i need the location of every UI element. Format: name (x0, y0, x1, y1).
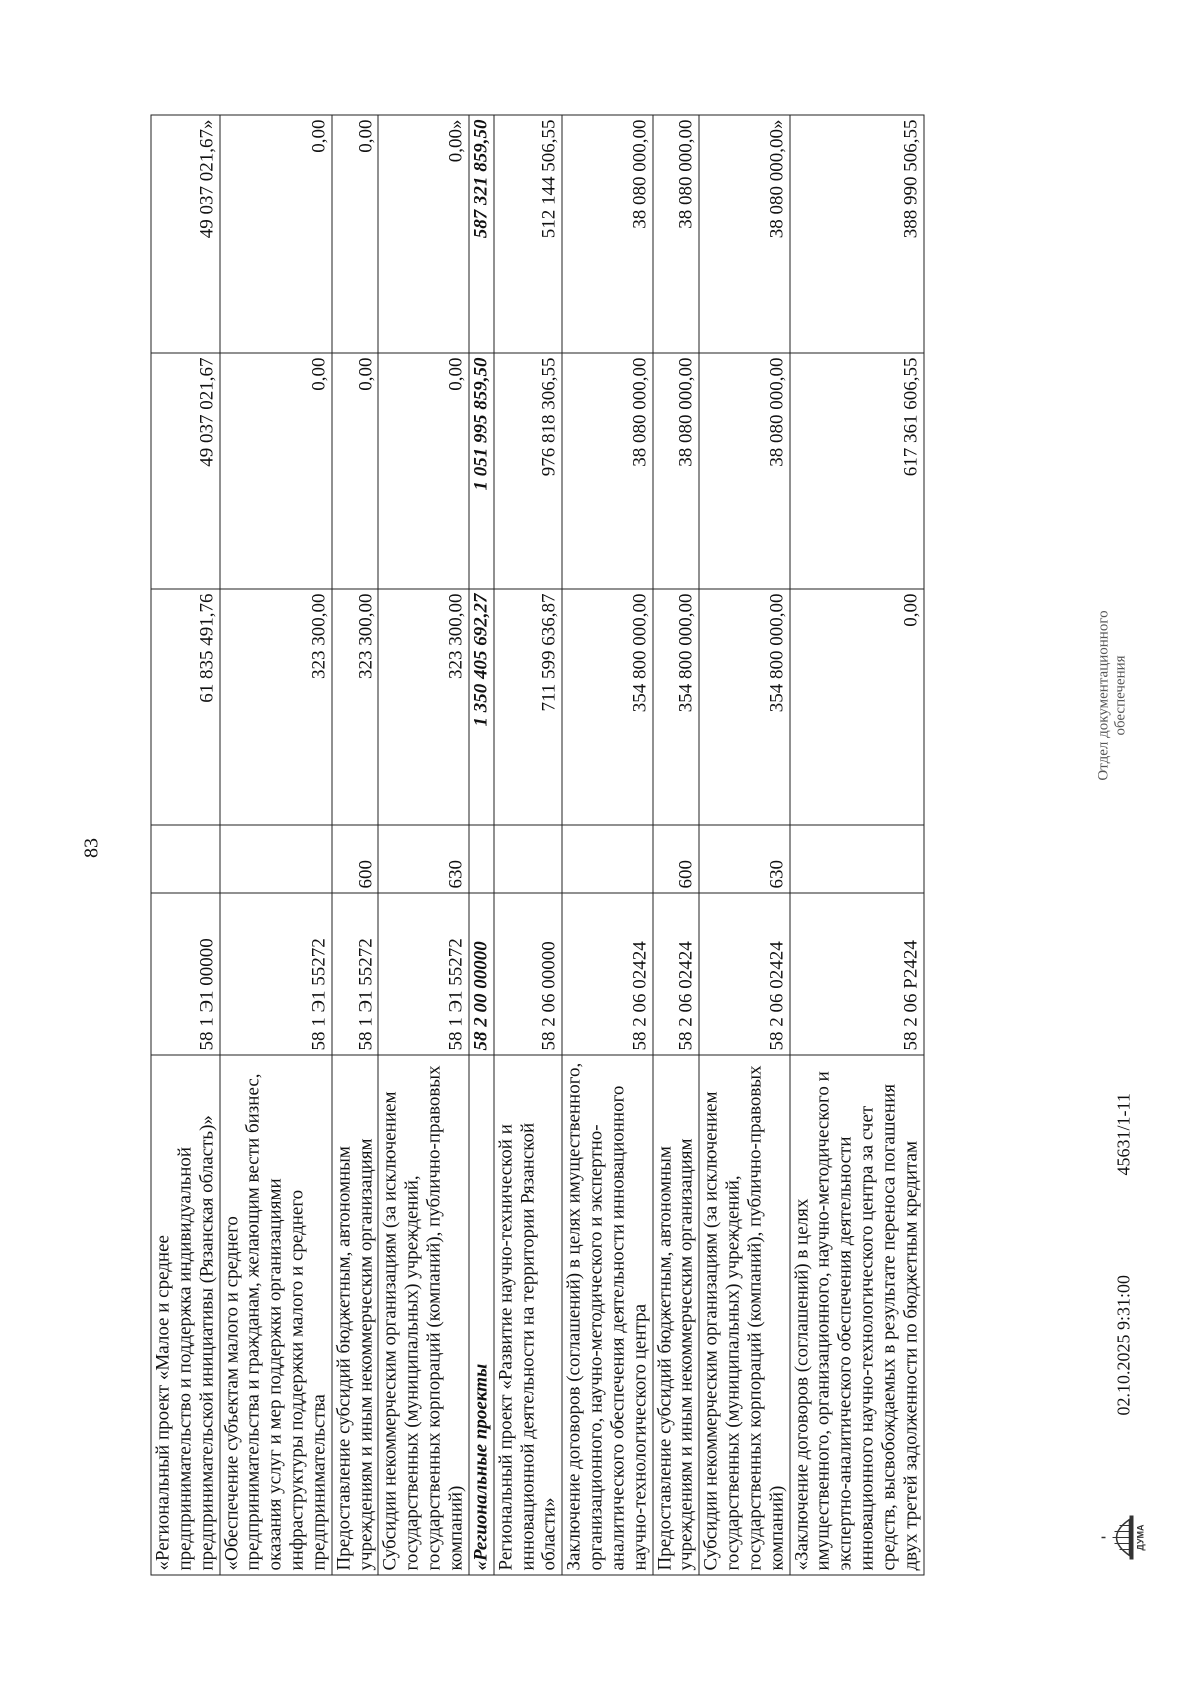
row-expense-type-cell: 630 (378, 825, 468, 893)
row-amount-year2-cell: 0,00 (219, 353, 331, 589)
row-expense-type-cell: 600 (331, 825, 378, 893)
row-amount-year2-cell: 0,00 (378, 353, 468, 589)
row-amount-year2-cell: 1 051 995 859,50 (468, 353, 493, 589)
table-row (699, 115, 789, 1575)
row-name-cell: Субсидии некоммерческим организациям (за исключением государственных (муниципальных) учреждений, государственных корпораций (компаний), публично-правовых компаний) (378, 1055, 468, 1575)
row-name-cell: «Региональные проекты (468, 1055, 493, 1575)
svg-text:ДУМА: ДУМА (1135, 1523, 1145, 1551)
row-amount-year1-cell: 61 835 491,76 (151, 589, 220, 825)
row-amount-year3-cell: 0,00 (219, 115, 331, 353)
row-expense-type-cell: 630 (699, 825, 789, 893)
table-row (789, 115, 923, 1575)
row-amount-year3-cell: 0,00 (331, 115, 378, 353)
footer-date: 02.10.2025 9:31:00 (1113, 1274, 1133, 1415)
row-code-cell: 58 1 Э1 55272 (331, 893, 378, 1055)
row-expense-type-cell (789, 825, 923, 893)
row-amount-year2-cell: 617 361 606,55 (789, 353, 923, 589)
row-name-cell: Предоставление субсидий бюджетным, автономным учреждениям и иным некоммерческим организациям (331, 1055, 378, 1575)
row-code-cell: 58 2 06 Р2424 (789, 893, 923, 1055)
row-expense-type-cell (151, 825, 220, 893)
row-amount-year1-cell: 354 800 000,00 (652, 589, 699, 825)
row-amount-year1-cell: 323 300,00 (219, 589, 331, 825)
footer-document-id: 45631/1-11 (1113, 1092, 1133, 1175)
row-code-cell: 58 1 Э1 00000 (151, 893, 220, 1055)
row-code-cell: 58 2 00 00000 (468, 893, 493, 1055)
row-name-cell: Заключение договоров (соглашений) в целях имущественного, организационного, научно-методического и экспертно-аналитического обеспечения деятельности инновационного научно-технологического центра (562, 1055, 652, 1575)
row-amount-year3-cell: 388 990 506,55 (789, 115, 923, 353)
table-row (151, 115, 220, 1575)
budget-table-body (151, 115, 924, 1575)
row-amount-year1-cell: 354 800 000,00 (699, 589, 789, 825)
table-row (378, 115, 468, 1575)
table-row (468, 115, 493, 1575)
row-name-cell: Региональный проект «Развитие научно-технической и инновационной деятельности на территории Рязанской области» (493, 1055, 562, 1575)
table-row (219, 115, 331, 1575)
row-expense-type-cell (493, 825, 562, 893)
row-amount-year2-cell: 38 080 000,00 (652, 353, 699, 589)
row-amount-year2-cell: 38 080 000,00 (699, 353, 789, 589)
row-amount-year3-cell: 38 080 000,00» (699, 115, 789, 353)
row-amount-year2-cell: 0,00 (331, 353, 378, 589)
row-name-cell: Предоставление субсидий бюджетным, автономным учреждениям и иным некоммерческим организациям (652, 1055, 699, 1575)
row-amount-year3-cell: 587 321 859,50 (468, 115, 493, 353)
document-footer (1095, 105, 1175, 1565)
row-name-cell: «Обеспечение субъектам малого и среднего предпринимательства и гражданам, желающим вести бизнес, оказания услуг и мер поддержки организациями инфраструктуры поддержки малого и среднего предпринимательства (219, 1055, 331, 1575)
row-code-cell: 58 2 06 02424 (562, 893, 652, 1055)
footer-department-line2: обеспечения (1112, 654, 1129, 736)
table-row (493, 115, 562, 1575)
row-name-cell: «Региональный проект «Малое и среднее предпринимательство и поддержка индивидуальной предпринимательской инициативы (Рязанская область)» (151, 1055, 220, 1575)
row-amount-year1-cell: 1 350 405 692,27 (468, 589, 493, 825)
row-expense-type-cell: 600 (652, 825, 699, 893)
duma-emblem-icon (1099, 1509, 1145, 1565)
row-amount-year3-cell: 38 080 000,00 (562, 115, 652, 353)
row-amount-year1-cell: 323 300,00 (378, 589, 468, 825)
row-code-cell: 58 2 06 02424 (699, 893, 789, 1055)
row-code-cell: 58 2 06 02424 (652, 893, 699, 1055)
row-name-cell: Субсидии некоммерческим организациям (за исключением государственных (муниципальных) учреждений, государственных корпораций (компаний), публично-правовых компаний) (699, 1055, 789, 1575)
row-amount-year2-cell: 38 080 000,00 (562, 353, 652, 589)
table-row (652, 115, 699, 1575)
row-amount-year3-cell: 38 080 000,00 (652, 115, 699, 353)
row-amount-year2-cell: 49 037 021,67 (151, 353, 220, 589)
row-expense-type-cell (468, 825, 493, 893)
table-row (562, 115, 652, 1575)
footer-department (1095, 565, 1130, 825)
row-amount-year1-cell: 0,00 (789, 589, 923, 825)
row-amount-year3-cell: 0,00» (378, 115, 468, 353)
row-code-cell: 58 1 Э1 55272 (219, 893, 331, 1055)
budget-table (150, 114, 924, 1575)
footer-department-line1: Отдел документационного (1095, 609, 1111, 781)
row-amount-year1-cell: 711 599 636,87 (493, 589, 562, 825)
row-amount-year2-cell: 976 818 306,55 (493, 353, 562, 589)
row-code-cell: 58 1 Э1 55272 (378, 893, 468, 1055)
table-row (331, 115, 378, 1575)
row-expense-type-cell (562, 825, 652, 893)
row-amount-year1-cell: 323 300,00 (331, 589, 378, 825)
page-number: 83 (80, 837, 102, 858)
row-code-cell: 58 2 06 00000 (493, 893, 562, 1055)
row-name-cell: «Заключение договоров (соглашений) в целях имущественного, организационного, научно-методического и экспертно-аналитического обеспечения деятельности инновационного научно-технологического центра за счет средств, высвобождаемых в результате переноса погашения двух третей задолженности по бюджетным кредитам (789, 1055, 923, 1575)
row-amount-year3-cell: 512 144 506,55 (493, 115, 562, 353)
row-amount-year3-cell: 49 037 021,67» (151, 115, 220, 353)
row-amount-year1-cell: 354 800 000,00 (562, 589, 652, 825)
row-expense-type-cell (219, 825, 331, 893)
